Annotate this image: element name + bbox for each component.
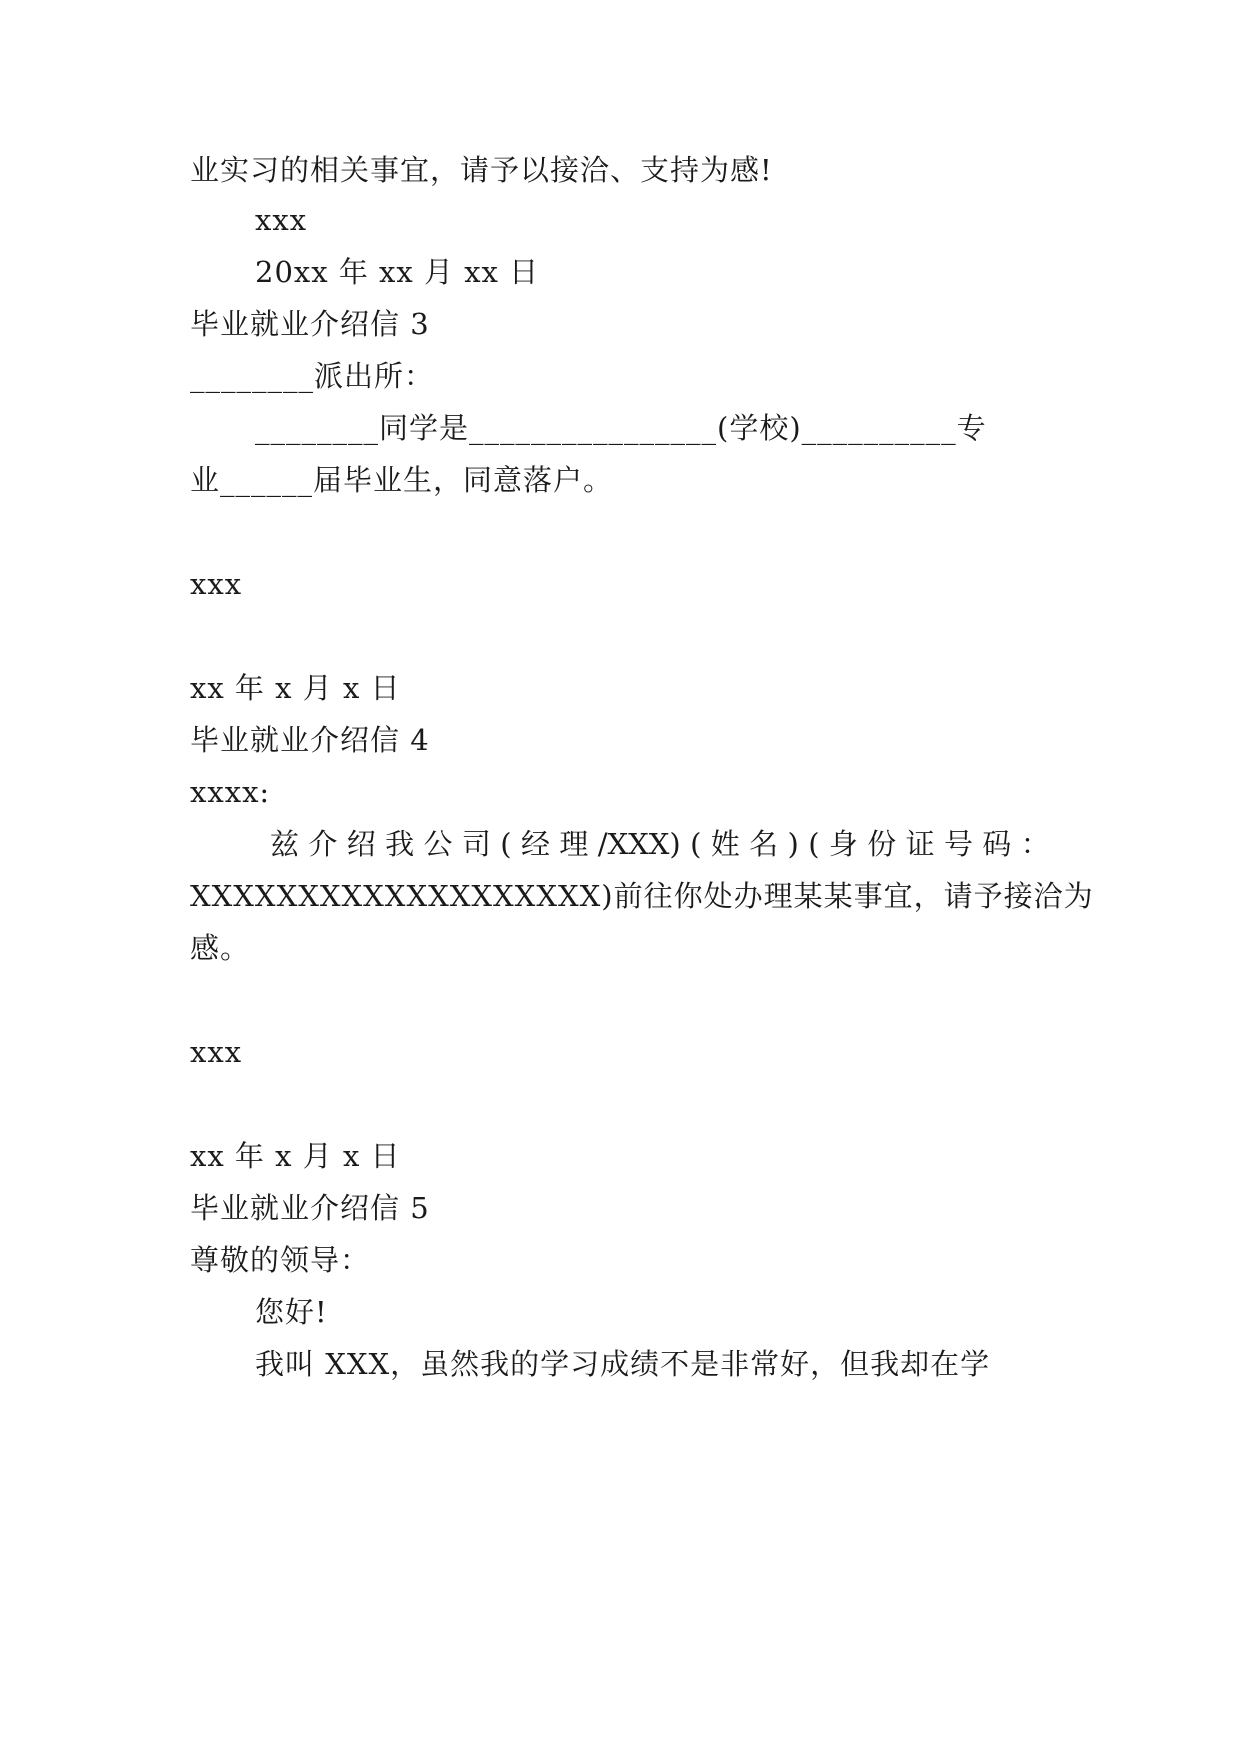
section-heading: 毕业就业介绍信 4 [190, 723, 430, 757]
text-line: XXXXXXXXXXXXXXXXXXX)前往你处办理某某事宜，请予接洽为 [190, 879, 1094, 913]
word: 名 [749, 827, 779, 861]
text-line: 业实习的相关事宜，请予以接洽、支持为感! [190, 153, 773, 187]
signature-name: xxx [190, 567, 243, 601]
word: /XXX) [597, 827, 681, 861]
section-heading: 毕业就业介绍信 5 [190, 1191, 430, 1225]
section-heading: 毕业就业介绍信 3 [190, 307, 430, 341]
word: 码 [982, 827, 1012, 861]
word: 号 [944, 827, 974, 861]
text-line: 我叫 XXX，虽然我的学习成绩不是非常好，但我却在学 [255, 1347, 991, 1381]
salutation: ________派出所： [190, 359, 435, 393]
word: 介 [308, 827, 338, 861]
text-line: ________同学是________________(学校)__________专 [255, 411, 987, 445]
word: 绍 [346, 827, 376, 861]
text-line-justified [270, 824, 1050, 864]
word: 我 [385, 827, 415, 861]
text-line: 业______届毕业生，同意落户。 [190, 463, 614, 497]
salutation: xxxx: [190, 775, 271, 809]
date-line: xx 年 x 月 x 日 [190, 1139, 401, 1173]
word: ( [500, 827, 512, 861]
date-line: 20xx 年 xx 月 xx 日 [255, 255, 540, 289]
word: 司 [461, 827, 491, 861]
word: ) [787, 827, 799, 861]
text-line: 感。 [190, 931, 251, 965]
word: ( [808, 827, 820, 861]
word: 姓 [710, 827, 740, 861]
word: 理 [559, 827, 589, 861]
word: 份 [867, 827, 897, 861]
signature-name: xxx [190, 1035, 243, 1069]
signature-name: xxx [255, 203, 308, 237]
word: 身 [828, 827, 858, 861]
word: 兹 [270, 827, 300, 861]
salutation: 尊敬的领导： [190, 1243, 371, 1277]
word: ( [690, 827, 702, 861]
word: 证 [905, 827, 935, 861]
date-line: xx 年 x 月 x 日 [190, 671, 401, 705]
word: ： [1020, 827, 1050, 861]
word: 经 [520, 827, 550, 861]
greeting: 您好! [255, 1295, 328, 1329]
word: 公 [423, 827, 453, 861]
